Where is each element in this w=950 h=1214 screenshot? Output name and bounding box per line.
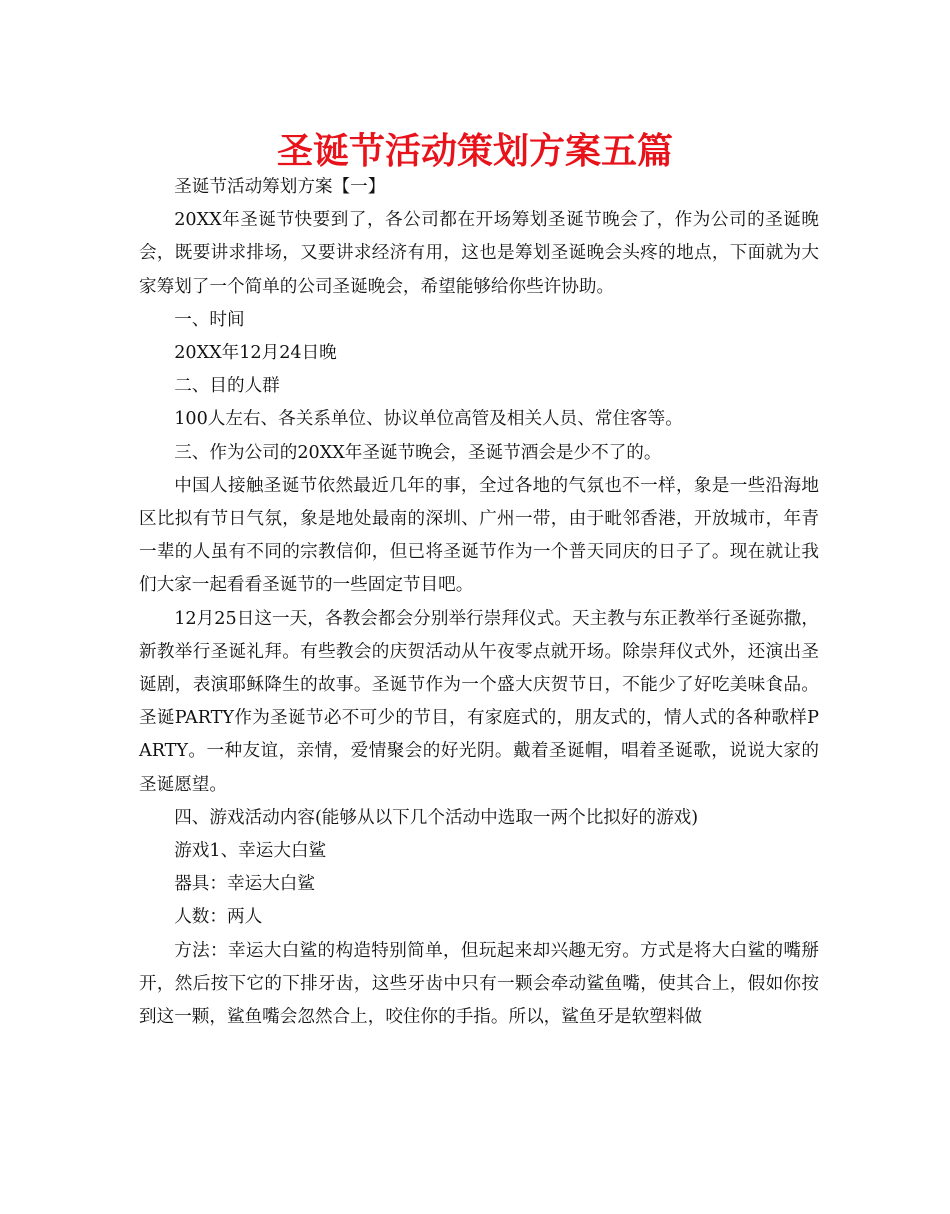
paragraph: 20XX年圣诞节快要到了，各公司都在开场筹划圣诞节晚会了，作为公司的圣诞晚会，既要讲求排场，又要讲求经济有用，这也是筹划圣诞晚会头疼的地点，下面就为大家筹划了一个简单的公司圣诞晚会，希望能够给你些许协助。 (139, 210, 819, 297)
paragraph: 三、作为公司的20XX年圣诞节晚会，圣诞节酒会是少不了的。 (174, 442, 662, 463)
paragraph: 一、时间 (174, 309, 245, 330)
paragraph: 12月25日这一天，各教会都会分别举行崇拜仪式。天主教与东正教举行圣诞弥撒，新教举行圣诞礼拜。有些教会的庆贺活动从午夜零点就开场。除崇拜仪式外，还演出圣诞剧，表演耶稣降生的故事。圣诞节作为一个盛大庆贺节日，不能少了好吃美味食品。圣诞PARTY作为圣诞节必不可少的节目，有家庭式的，朋友式的，情人式的各种歌样PARTY。一种友谊，亲情，爱情聚会的好光阴。戴着圣诞帽，唱着圣诞歌，说说大家的圣诞愿望。 (139, 608, 819, 795)
paragraph: 中国人接触圣诞节依然最近几年的事，全过各地的气氛也不一样，象是一些沿海地区比拟有节日气氛，象是地处最南的深圳、广州一带，由于毗邻香港，开放城市，年青一辈的人虽有不同的宗教信仰，但已将圣诞节作为一个普天同庆的日子了。现在就让我们大家一起看看圣诞节的一些固定节目吧。 (139, 475, 819, 596)
paragraph: 四、游戏活动内容(能够从以下几个活动中选取一两个比拟好的游戏) (174, 807, 699, 828)
paragraph: 100人左右、各关系单位、协议单位高管及相关人员、常住客等。 (174, 409, 683, 430)
document-title: 圣诞节活动策划方案五篇 (276, 131, 673, 172)
document-body (139, 171, 819, 1034)
paragraph: 方法：幸运大白鲨的构造特别简单，但玩起来却兴趣无穷。方式是将大白鲨的嘴掰开，然后按下它的下排牙齿，这些牙齿中只有一颗会牵动鲨鱼嘴，使其合上，假如你按到这一颗，鲨鱼嘴会忽然合上，咬住你的手指。所以，鲨鱼牙是软塑料做 (139, 940, 819, 1028)
paragraph: 人数：两人 (174, 907, 263, 928)
paragraph: 圣诞节活动筹划方案【一】 (174, 177, 386, 197)
paragraph: 二、目的人群 (174, 376, 280, 397)
paragraph: 20XX年12月24日晚 (174, 343, 337, 364)
paragraph: 游戏1、幸运大白鲨 (174, 841, 327, 862)
paragraph: 器具：幸运大白鲨 (174, 874, 315, 895)
